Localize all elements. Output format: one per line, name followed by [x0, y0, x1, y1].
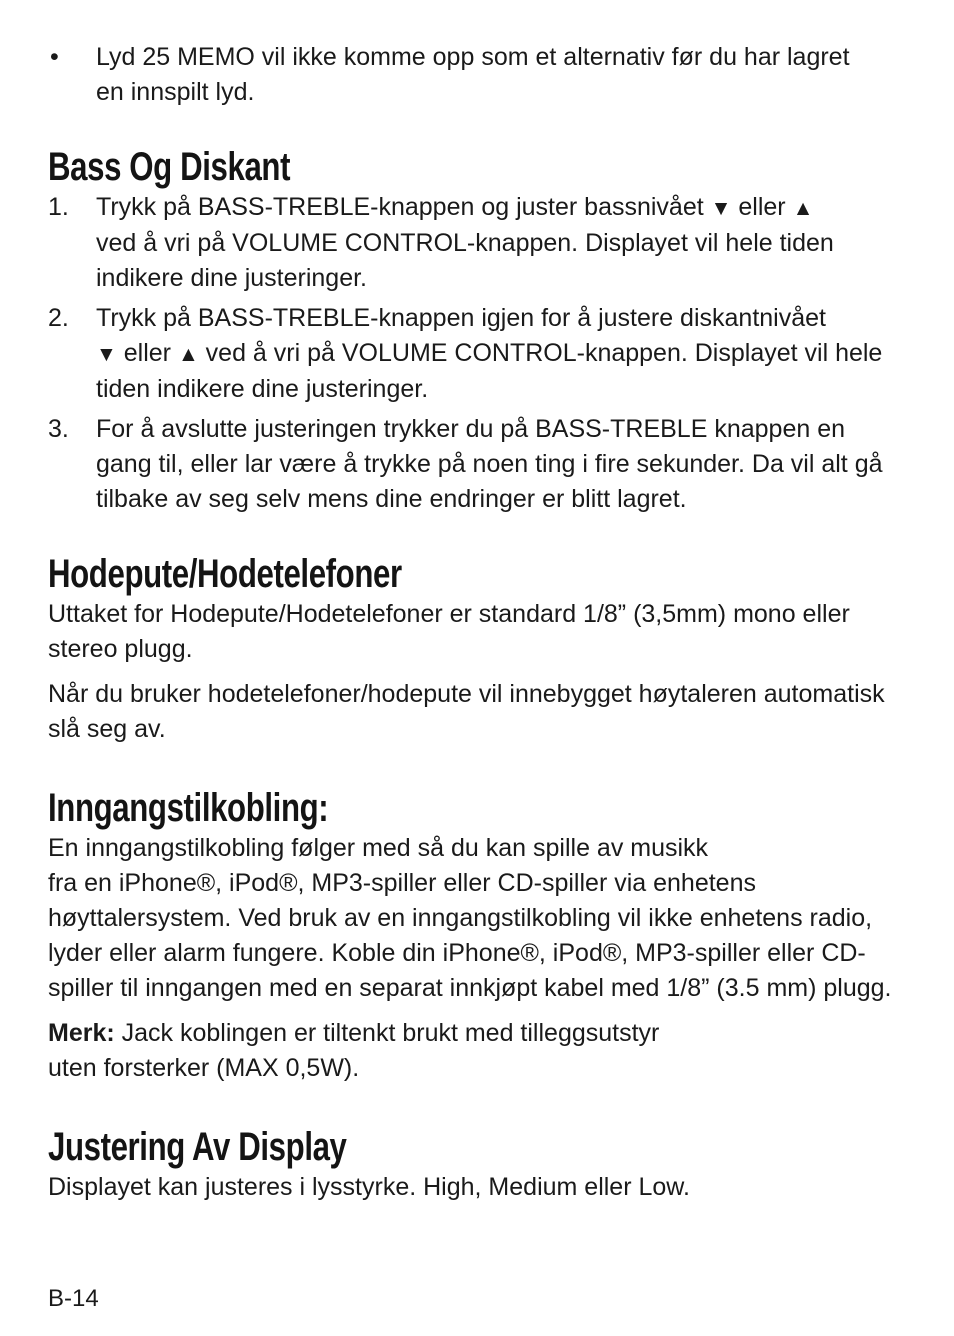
inngang-section: [48, 785, 898, 1086]
hodepute-heading: Hodepute/Hodetelefoner: [48, 552, 402, 596]
intro-bullet: [48, 40, 898, 110]
hodepute-paragraph-2: Når du bruker hodetelefoner/hodepute vil innebygget høytaleren automatisk slå seg av.: [48, 680, 885, 743]
display-paragraph: Displayet kan justeres i lysstyrke. High, Medium eller Low.: [48, 1173, 690, 1201]
triangle-down-icon: ▼: [710, 197, 732, 220]
item-text: For å avslutte justeringen trykker du på BASS-TREBLE knappen en gang til, eller lar være å trykke på noen ting i fire sekunder. Da vil alt gå tilbake av seg selv mens dine endringer er blitt lagret.: [96, 415, 883, 513]
list-item: [48, 190, 898, 296]
note-label: Merk:: [48, 1019, 115, 1047]
inngang-note: Merk: Jack koblingen er tiltenkt brukt med tilleggsutstyr uten forsterker (MAX 0,5W).: [48, 1019, 660, 1082]
manual-page: [48, 40, 898, 1205]
intro-bullet-text: Lyd 25 MEMO vil ikke komme opp som et alternativ før du har lagret en innspilt lyd.: [96, 43, 850, 106]
triangle-up-icon: ▲: [792, 197, 814, 220]
display-section: [48, 1124, 898, 1205]
triangle-down-icon: ▼: [96, 343, 117, 366]
item-number: 2.: [48, 304, 69, 332]
hodepute-section: [48, 551, 898, 747]
list-item: [48, 301, 898, 407]
bass-section: [48, 144, 898, 517]
display-heading: Justering Av Display: [48, 1125, 347, 1169]
item-text: Trykk på BASS-TREBLE-knappen igjen for å justere diskantnivået ▼ eller ▲ ved å vri på VOLUME CONTROL-knappen. Displayet vil hele tiden indikere dine justeringer.: [96, 304, 883, 403]
bullet-mark: •: [50, 43, 59, 71]
page-number: B-14: [48, 1285, 99, 1312]
item-text: Trykk på BASS-TREBLE-knappen og juster bassnivået ▼ eller ▲ ved å vri på VOLUME CONTROL-knappen. Displayet vil hele tiden indikere dine justeringer.: [96, 193, 834, 292]
inngang-heading: Inngangstilkobling:: [48, 786, 329, 830]
item-number: 1.: [48, 193, 69, 221]
hodepute-paragraph-1: Uttaket for Hodepute/Hodetelefoner er standard 1/8” (3,5mm) mono eller stereo plugg.: [48, 600, 850, 663]
item-number: 3.: [48, 415, 69, 443]
bass-heading: Bass Og Diskant: [48, 145, 291, 189]
list-item: [48, 412, 898, 517]
inngang-paragraph: En inngangstilkobling følger med så du kan spille av musikk fra en iPhone®, iPod®, MP3-spiller eller CD-spiller via enhetens høyttalersystem. Ved bruk av en inngangstilkobling vil ikke enhetens radio, lyder eller alarm fungere. Koble din iPhone®, iPod®, MP3-spiller eller CD-spiller til inngangen med en separat innkjøpt kabel med 1/8” (3.5 mm) plugg.: [48, 834, 892, 1002]
triangle-up-icon: ▲: [177, 343, 199, 366]
